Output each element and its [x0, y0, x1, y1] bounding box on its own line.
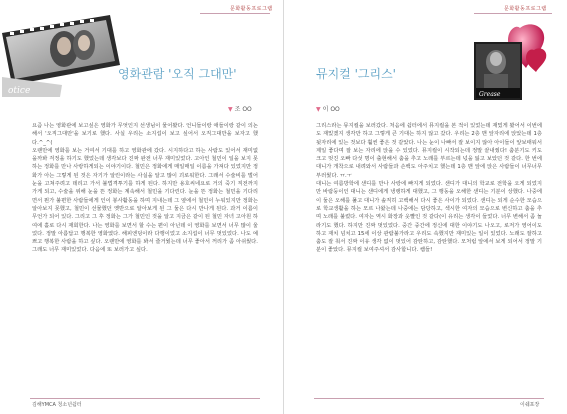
footer-rule [30, 398, 260, 399]
author-name: 조 OO [234, 106, 252, 113]
footer-rule [314, 398, 544, 399]
author-name: 이 OO [322, 106, 340, 113]
paragraph: 요즘 나는 영화관에 보고싶은 영화가 무엇인지 선생님이 물어봤다. 언니들이랑 애들이랑 같이 의논해서 '오직그대만'을 보기로 했다. 사실 우리는 소지섭이 보고 싶어서 오직그대만을 보자고 했다.^_^( [32, 123, 258, 146]
footer-label: 이쉐포장 [520, 402, 540, 408]
musical-poster-image [472, 22, 550, 114]
article-body [32, 122, 258, 255]
triangle-icon: ▼ [316, 106, 321, 113]
article-body [316, 122, 542, 255]
article-title: 영화관람 '오직 그대만' [118, 67, 237, 81]
article-title: 뮤지컬 '그리스' [316, 67, 396, 81]
paragraph: 대니는 여름방학에 샌디를 만나 사랑에 빠지게 되었다. 샌디가 대니의 학교로 전학을 오게 되었지만 바람둥이인 대니는 샌디에게 냉랭하게 대했고, 그 행동을 오해한 샌디는 기분이 상했다. 나중에 이 둘은 오해를 풀고 대니가 솔직히 고백해서 다시 좋은 사이가 되었다. 샌디는 되게 순수한 모습으로 학교생활을 하는 모르 나왔는데 나중에는 담당하고, 섹시한 여자의 모습으로 변신하고 춤을 추며 노래를 불렀다. 여자는 역시 화장과 옷빨인 것 같다(이 유리는 생각이 들었다. 너무 변해서 좀 놀라기도 했다. 하지만 진짜 멋있었다. 중간 중간에 정신에 대한 이야기도 나오고, 로저가 영어이도 하고 재치 넘치고 15세 이상 관람불가라고 우리도 속했지만 재미있는 일이 있었다. 노래도 잘하고 춤도 잘 춰서 진짜 이유 생각 없이 멋있어 감탄하고, 감탄했다. 모처럼 앞에서 보게 되어서 정말 기분이 좋았다. 뮤지컬 보여주셔서 감사합니다. 쌤들! [316, 181, 542, 254]
paragraph: 그리스라는 뮤지컬을 보러갔다. 처음에 쉼터에서 뮤지컬을 본 적이 있었는데 재밌게 봤어서 이번에도 재밌겠지 생각만 하고 그렇게 큰 기대는 하지 않고 갔다. 우리는 2층 맨 앞자리에 앉았는데 1층 뒷자리에 있는 것보다 훨씬 좋은 것 같았다. 나는 눈이 나빠서 잘 보이지 않아 아이들이 앞보태워서 제일 좋다며 잘 보는 자리에 앉을 수 있었다. 뮤지컬이 시작되는데 정말 끝내줬다! 춤분기도 키도 크고 멋진 오빠 다섯 명이 출현해서 춤을 추고 노래를 부르는데 넋을 잃고 보았던 것 같다. 한 번에 대니가 개착으로 내려와서 사람들과 손백도 아주치고 했는데 1층 맨 앞에 앉은 사람들이 너무너무 부러웠다. ㅠ.ㅜ [316, 123, 542, 179]
film-strip-photo [2, 15, 120, 97]
paragraph: 오랜만에 영화를 보는 거여서 기대를 하고 영화관에 갔다. 시지하다고 하는 사람도 있어서 재미없을까봐 걱정을 하기도 했었는데 생각보다 진짜 완전 너무 재미있었다. 고아인 철민이 일을 보지 못하는 정화를 만나 사랑하게되는 이야기이다. 철민은 정화에게 매일매일 이름을 가져다 있었지만 정화가 아는 그렇게 된 것은 자기가 알린이라는 사실을 알고 많이 괴로워한다. 그래서 수술비를 벌어 눈을 고쳐주려고 데리고 가서 불법격투기를 하게 된다. 하지만 용호씨네요로 거의 죽기 직전까지 가게 되고, 수술을 위해 눈을 뜬 정화는 계속해서 철민을 기다린다. 눈을 뜬 정화는 철민을 기다리면서 뭔가 불편한 사람들에게 인이 봉사활동을 하며 지내는데 그 옆에서 철민이 누워있지만 정화는 알아보지 못했고, 철민이 선물했던 옛반으로 알아보게 된 그 둘은 다시 만나게 된다. 과거 이름이 무언가 되어 있다. 그리고 그 후 정화는 그가 철민인 것을 알고 지금은 같이 된 철민 자녀 고아원 하여에 홀로 다시 재회한다. 나는 영화를 보면서 할 수는 편이 아닌데 이 영화를 보면서 너무 많이 울었다. 정말 아름답고 행복한 영화였다. 해피엔딩이라 다행이었고 소지섭이 너무 멋있었다. 나도 예쁘고 행복한 사람을 하고 싶다. 오랜만에 영화를 봐서 즐거웠는데 너무 좋아서 꺼리가 좀 아쉬웠다. 그래도 너무 재미있었다. 다음에 또 보러가고 싶다. [32, 147, 258, 254]
triangle-icon: ▼ [228, 106, 233, 113]
header-label: 문화활동프로그램 [230, 6, 273, 12]
svg-text:otice: otice [8, 86, 31, 96]
header-label: 문화활동프로그램 [504, 6, 547, 12]
author-line [228, 104, 252, 113]
footer-label: 김해YMCA 청소년쉼터 [32, 402, 82, 408]
header-rule [200, 13, 270, 14]
header-rule [474, 13, 552, 14]
author-line [316, 104, 340, 113]
svg-text:Grease: Grease [479, 91, 501, 98]
right-page [284, 0, 567, 414]
